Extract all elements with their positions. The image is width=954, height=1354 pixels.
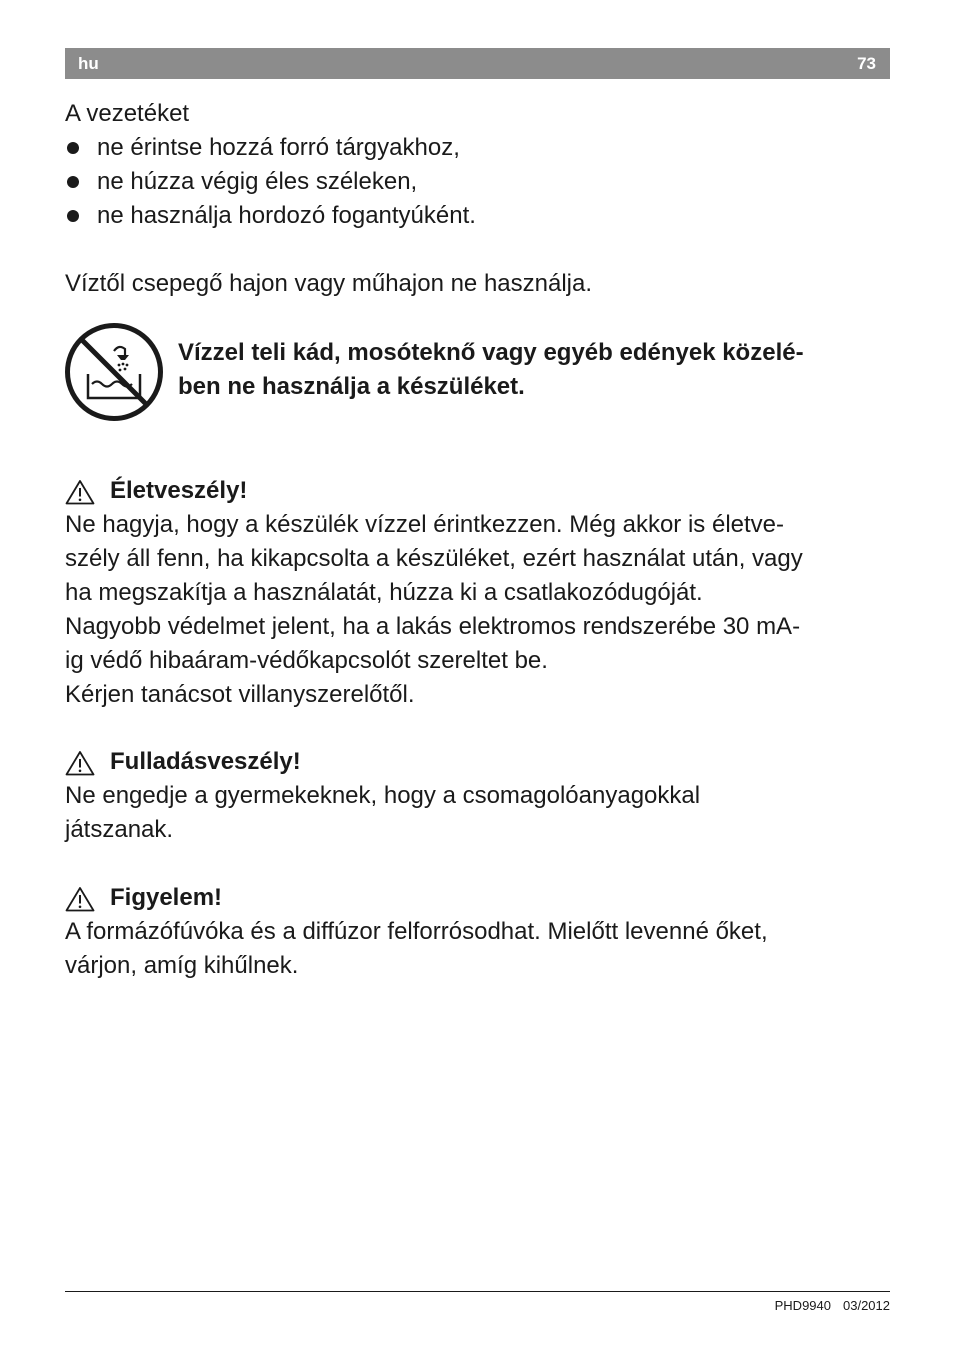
danger-paragraph: Ne hagyja, hogy a készülék vízzel érintkezzen. Még akkor is életve- szély áll fenn, ha kikapcsolta a készüléket, ezért használat után, vagy ha megszakítja a használatát, húzza ki a csatlakozódugóját. Nagyobb védelmet jelent, ha a lakás elektromos rendszerébe 30 mA- ig védő hibaáram-védőkapcsolót szereltet be. Kérjen tanácsot villanyszerelőtől. [65, 511, 803, 708]
wet-hair-note: Víztől csepegő hajon vagy műhajon ne használja. [65, 270, 593, 297]
water-warning-text: Vízzel teli kád, mosóteknő vagy egyéb edények közelé- ben ne használja a készüléket. [178, 339, 804, 400]
footer [775, 1298, 890, 1313]
page-number: 73 [857, 54, 876, 73]
footer-divider [65, 1291, 890, 1292]
warning-triangle-icon [65, 750, 95, 776]
model-number: PHD9940 [774, 1298, 831, 1313]
warning-triangle-icon [65, 886, 95, 912]
cable-warning-list [65, 131, 476, 233]
page-header-bar [65, 48, 890, 79]
suffocation-paragraph: Ne engedje a gyermekeknek, hogy a csomagolóanyagokkal játszanak. [65, 782, 701, 843]
bullet-icon [67, 176, 79, 188]
list-item: ne használja hordozó fogantyúként. [65, 199, 476, 233]
language-code: hu [78, 54, 99, 73]
cable-intro: A vezetéket [65, 100, 190, 127]
no-water-bath-icon [64, 322, 164, 422]
caution-paragraph: A formázófúvóka és a diffúzor felforrósodhat. Mielőtt levenné őket, várjon, amíg kihűlnek. [65, 918, 768, 979]
list-item: ne érintse hozzá forró tárgyakhoz, [65, 131, 476, 165]
bullet-icon [67, 142, 79, 154]
edition-date: 03/2012 [843, 1298, 890, 1313]
warning-triangle-icon [65, 479, 95, 505]
bullet-icon [67, 210, 79, 222]
list-item: ne húzza végig éles széleken, [65, 165, 476, 199]
